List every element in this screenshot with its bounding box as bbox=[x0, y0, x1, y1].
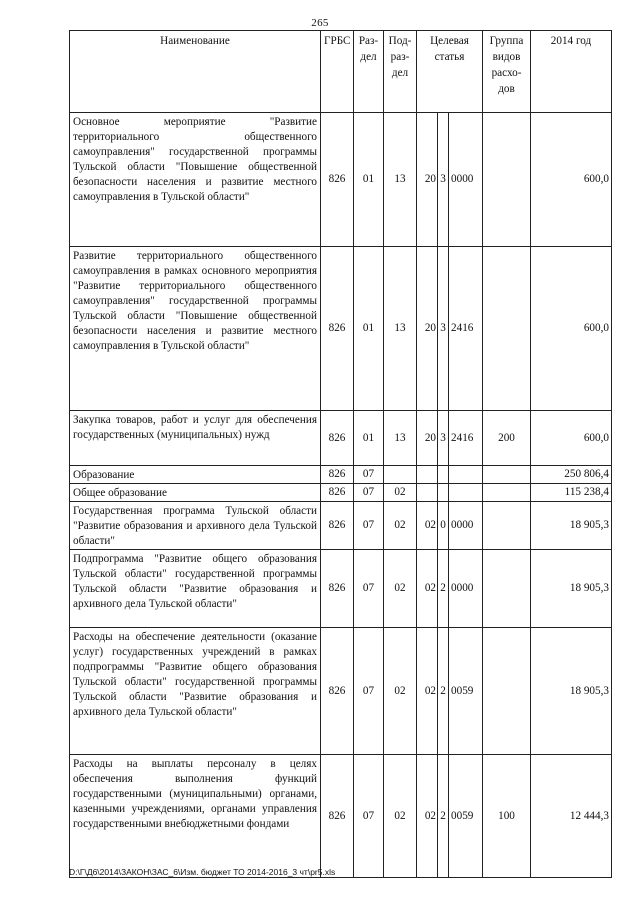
table-row bbox=[70, 466, 612, 484]
row-grbs: 826 bbox=[321, 466, 354, 484]
row-target-subprogram bbox=[438, 484, 449, 502]
row-grbs: 826 bbox=[321, 113, 354, 247]
row-name: Закупка товаров, работ и услуг для обеспечения государственных (муниципальных) нужд bbox=[70, 411, 321, 466]
row-target-direction: 0000 bbox=[449, 550, 483, 628]
file-path-footer: D:\Г\Д6\2014\ЗАКОН\ЗАС_6\Изм. бюджет ТО 2014-2016_3 чт\pr5.xls bbox=[69, 867, 336, 877]
row-name: Развитие территориального общественного самоуправления в рамках основного мероприятия "Развитие территориального общественного самоуправления" государственной программы Тульской области "Повышение общественной безопасности населения и развитие местного самоуправления в Тульской области" bbox=[70, 247, 321, 411]
row-grbs: 826 bbox=[321, 550, 354, 628]
row-target-direction bbox=[449, 484, 483, 502]
row-target-direction: 2416 bbox=[449, 247, 483, 411]
header-razdel: Раз- дел bbox=[354, 31, 384, 113]
row-expense-group bbox=[483, 113, 531, 247]
row-target-program: 02 bbox=[417, 628, 438, 755]
row-target-direction: 0000 bbox=[449, 502, 483, 550]
row-target-subprogram: 3 bbox=[438, 247, 449, 411]
row-target-program: 20 bbox=[417, 247, 438, 411]
row-amount-2014: 250 806,4 bbox=[531, 466, 612, 484]
row-grbs: 826 bbox=[321, 411, 354, 466]
row-target-program bbox=[417, 466, 438, 484]
row-expense-group bbox=[483, 484, 531, 502]
row-expense-group bbox=[483, 502, 531, 550]
row-grbs: 826 bbox=[321, 755, 354, 878]
table-body bbox=[70, 113, 612, 878]
row-podrazdel: 13 bbox=[384, 113, 417, 247]
table-row bbox=[70, 411, 612, 466]
row-podrazdel: 02 bbox=[384, 502, 417, 550]
row-podrazdel: 02 bbox=[384, 484, 417, 502]
row-target-subprogram: 0 bbox=[438, 502, 449, 550]
row-podrazdel bbox=[384, 466, 417, 484]
row-name: Государственная программа Тульской области "Развитие образования и архивного дела Тульской области" bbox=[70, 502, 321, 550]
row-target-direction: 0059 bbox=[449, 628, 483, 755]
table-row bbox=[70, 247, 612, 411]
row-target-subprogram: 2 bbox=[438, 755, 449, 878]
row-target-direction bbox=[449, 466, 483, 484]
table-header-row bbox=[70, 31, 612, 113]
row-amount-2014: 115 238,4 bbox=[531, 484, 612, 502]
table-row bbox=[70, 484, 612, 502]
header-name: Наименование bbox=[70, 31, 321, 113]
row-expense-group: 200 bbox=[483, 411, 531, 466]
row-target-subprogram: 3 bbox=[438, 411, 449, 466]
row-target-direction: 0000 bbox=[449, 113, 483, 247]
row-target-program: 02 bbox=[417, 502, 438, 550]
row-podrazdel: 13 bbox=[384, 247, 417, 411]
row-amount-2014: 18 905,3 bbox=[531, 550, 612, 628]
row-name: Расходы на выплаты персоналу в целях обеспечения выполнения функций государственными (муниципальными) органами, казенными учреждениями, органами управления государственными внебюджетными фондами bbox=[70, 755, 321, 878]
row-target-subprogram: 2 bbox=[438, 550, 449, 628]
row-razdel: 07 bbox=[354, 755, 384, 878]
row-target-program: 02 bbox=[417, 755, 438, 878]
table-row bbox=[70, 502, 612, 550]
row-expense-group: 100 bbox=[483, 755, 531, 878]
row-amount-2014: 18 905,3 bbox=[531, 628, 612, 755]
row-name: Общее образование bbox=[70, 484, 321, 502]
row-expense-group bbox=[483, 247, 531, 411]
row-amount-2014: 12 444,3 bbox=[531, 755, 612, 878]
header-target-article: Целевая статья bbox=[417, 31, 483, 113]
row-razdel: 01 bbox=[354, 411, 384, 466]
row-target-subprogram: 2 bbox=[438, 628, 449, 755]
header-expense-group: Группа видов расхо- дов bbox=[483, 31, 531, 113]
row-target-direction: 0059 bbox=[449, 755, 483, 878]
row-name: Расходы на обеспечение деятельности (оказание услуг) государственных учреждений в рамках подпрограммы "Развитие общего образования Тульской области" государственной программы Тульской области "Развитие образования и архивного дела Тульской области" bbox=[70, 628, 321, 755]
row-expense-group bbox=[483, 466, 531, 484]
table-row bbox=[70, 755, 612, 878]
header-grbs: ГРБС bbox=[321, 31, 354, 113]
header-podrazdel: Под- раз- дел bbox=[384, 31, 417, 113]
row-name: Образование bbox=[70, 466, 321, 484]
table-row bbox=[70, 113, 612, 247]
row-grbs: 826 bbox=[321, 502, 354, 550]
row-target-program bbox=[417, 484, 438, 502]
header-year-2014: 2014 год bbox=[531, 31, 612, 113]
row-podrazdel: 02 bbox=[384, 550, 417, 628]
row-razdel: 07 bbox=[354, 502, 384, 550]
row-razdel: 01 bbox=[354, 247, 384, 411]
row-amount-2014: 600,0 bbox=[531, 113, 612, 247]
table-row bbox=[70, 628, 612, 755]
row-name: Основное мероприятие "Развитие территориального общественного самоуправления" государственной программы Тульской области "Повышение общественной безопасности населения и развитие местного самоуправления в Тульской области" bbox=[70, 113, 321, 247]
row-target-program: 20 bbox=[417, 411, 438, 466]
row-expense-group bbox=[483, 550, 531, 628]
row-podrazdel: 02 bbox=[384, 628, 417, 755]
budget-table bbox=[69, 30, 612, 878]
row-amount-2014: 18 905,3 bbox=[531, 502, 612, 550]
row-podrazdel: 13 bbox=[384, 411, 417, 466]
row-razdel: 07 bbox=[354, 628, 384, 755]
row-razdel: 07 bbox=[354, 484, 384, 502]
row-grbs: 826 bbox=[321, 484, 354, 502]
row-razdel: 07 bbox=[354, 466, 384, 484]
row-target-subprogram: 3 bbox=[438, 113, 449, 247]
row-target-program: 02 bbox=[417, 550, 438, 628]
row-razdel: 07 bbox=[354, 550, 384, 628]
row-target-direction: 2416 bbox=[449, 411, 483, 466]
table-row bbox=[70, 550, 612, 628]
row-expense-group bbox=[483, 628, 531, 755]
row-target-subprogram bbox=[438, 466, 449, 484]
row-amount-2014: 600,0 bbox=[531, 411, 612, 466]
row-grbs: 826 bbox=[321, 247, 354, 411]
row-grbs: 826 bbox=[321, 628, 354, 755]
row-amount-2014: 600,0 bbox=[531, 247, 612, 411]
row-razdel: 01 bbox=[354, 113, 384, 247]
row-name: Подпрограмма "Развитие общего образования Тульской области" государственной программы Тульской области "Развитие образования и архивного дела Тульской области" bbox=[70, 550, 321, 628]
row-target-program: 20 bbox=[417, 113, 438, 247]
page-number: 265 bbox=[311, 17, 329, 29]
row-podrazdel: 02 bbox=[384, 755, 417, 878]
